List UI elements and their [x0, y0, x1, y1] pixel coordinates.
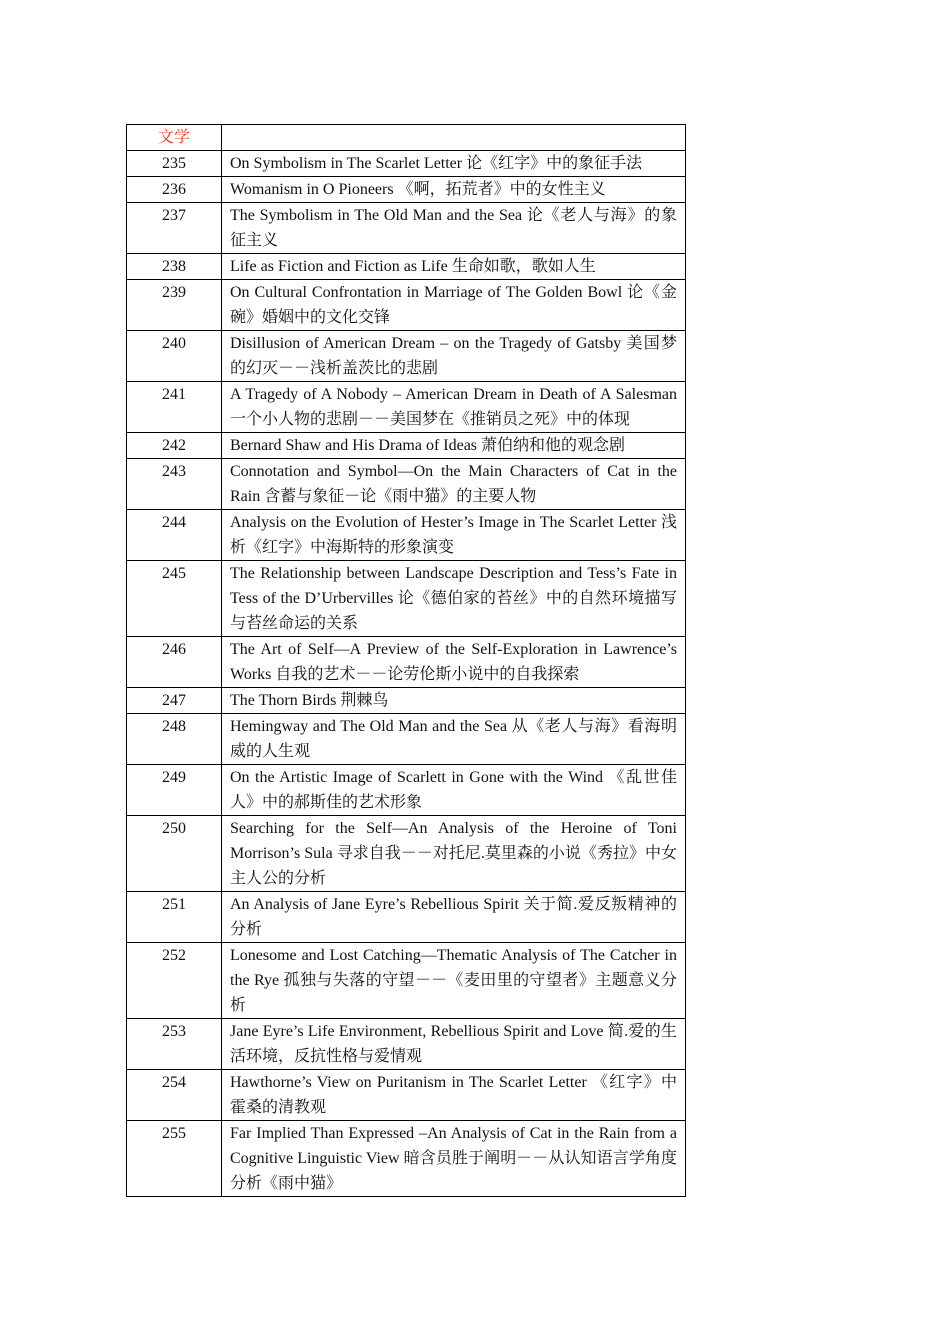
- row-title: The Art of Self—A Preview of the Self-Exploration in Lawrence’s Works 自我的艺术－－论劳伦斯小说中的自我探索: [222, 637, 686, 688]
- thesis-topic-table: [126, 124, 686, 1197]
- table-row: [127, 943, 686, 1019]
- row-number: 245: [127, 561, 222, 637]
- row-title: On the Artistic Image of Scarlett in Gone with the Wind 《乱世佳人》中的郝斯佳的艺术形象: [222, 765, 686, 816]
- table-row: [127, 459, 686, 510]
- row-title: Disillusion of American Dream – on the Tragedy of Gatsby 美国梦的幻灭－－浅析盖茨比的悲剧: [222, 331, 686, 382]
- row-title: Hemingway and The Old Man and the Sea 从《老人与海》看海明威的人生观: [222, 714, 686, 765]
- row-title: Bernard Shaw and His Drama of Ideas 萧伯纳和他的观念剧: [222, 433, 686, 459]
- table-body: [127, 125, 686, 1197]
- table-row: [127, 254, 686, 280]
- row-number: 238: [127, 254, 222, 280]
- row-number: 242: [127, 433, 222, 459]
- table-row: [127, 177, 686, 203]
- row-number: 236: [127, 177, 222, 203]
- table-row: [127, 151, 686, 177]
- category-label: 文学: [127, 125, 222, 151]
- row-number: 249: [127, 765, 222, 816]
- row-number: 241: [127, 382, 222, 433]
- row-title: Searching for the Self—An Analysis of the Heroine of Toni Morrison’s Sula 寻求自我－－对托尼.莫里森的小说《秀拉》中女主人公的分析: [222, 816, 686, 892]
- table-row: [127, 561, 686, 637]
- row-number: 239: [127, 280, 222, 331]
- table-row: [127, 280, 686, 331]
- table-row: [127, 688, 686, 714]
- row-number: 252: [127, 943, 222, 1019]
- row-number: 247: [127, 688, 222, 714]
- row-number: 253: [127, 1019, 222, 1070]
- row-title: Lonesome and Lost Catching—Thematic Analysis of The Catcher in the Rye 孤独与失落的守望－－《麦田里的守望者》主题意义分析: [222, 943, 686, 1019]
- row-title: The Relationship between Landscape Description and Tess’s Fate in Tess of the D’Urbervilles 论《德伯家的苔丝》中的自然环境描写与苔丝命运的关系: [222, 561, 686, 637]
- table-header-row: [127, 125, 686, 151]
- row-title: A Tragedy of A Nobody – American Dream in Death of A Salesman 一个小人物的悲剧－－美国梦在《推销员之死》中的体现: [222, 382, 686, 433]
- row-title: Far Implied Than Expressed –An Analysis of Cat in the Rain from a Cognitive Linguistic View 暗含员胜于阐明－－从认知语言学角度分析《雨中猫》: [222, 1121, 686, 1197]
- table-row: [127, 1070, 686, 1121]
- table-row: [127, 203, 686, 254]
- row-number: 240: [127, 331, 222, 382]
- row-title: Jane Eyre’s Life Environment, Rebellious Spirit and Love 简.爱的生活环境，反抗性格与爱情观: [222, 1019, 686, 1070]
- row-number: 235: [127, 151, 222, 177]
- table-row: [127, 382, 686, 433]
- table-row: [127, 433, 686, 459]
- row-title: Connotation and Symbol—On the Main Characters of Cat in the Rain 含蓄与象征－论《雨中猫》的主要人物: [222, 459, 686, 510]
- row-title: The Thorn Birds 荆棘鸟: [222, 688, 686, 714]
- row-number: 243: [127, 459, 222, 510]
- row-number: 237: [127, 203, 222, 254]
- row-number: 255: [127, 1121, 222, 1197]
- table-row: [127, 1121, 686, 1197]
- table-row: [127, 331, 686, 382]
- row-title: An Analysis of Jane Eyre’s Rebellious Spirit 关于简.爱反叛精神的分析: [222, 892, 686, 943]
- row-number: 244: [127, 510, 222, 561]
- table-row: [127, 892, 686, 943]
- table-row: [127, 637, 686, 688]
- row-title: The Symbolism in The Old Man and the Sea 论《老人与海》的象征主义: [222, 203, 686, 254]
- row-number: 246: [127, 637, 222, 688]
- row-number: 250: [127, 816, 222, 892]
- row-number: 254: [127, 1070, 222, 1121]
- row-title: On Cultural Confrontation in Marriage of The Golden Bowl 论《金碗》婚姻中的文化交锋: [222, 280, 686, 331]
- table-row: [127, 1019, 686, 1070]
- row-number: 251: [127, 892, 222, 943]
- table-row: [127, 816, 686, 892]
- row-title: Life as Fiction and Fiction as Life 生命如歌，歌如人生: [222, 254, 686, 280]
- table-row: [127, 714, 686, 765]
- header-blank-cell: [222, 125, 686, 151]
- row-title: On Symbolism in The Scarlet Letter 论《红字》中的象征手法: [222, 151, 686, 177]
- row-title: Womanism in O Pioneers 《啊，拓荒者》中的女性主义: [222, 177, 686, 203]
- row-number: 248: [127, 714, 222, 765]
- row-title: Analysis on the Evolution of Hester’s Image in The Scarlet Letter 浅析《红字》中海斯特的形象演变: [222, 510, 686, 561]
- table-row: [127, 765, 686, 816]
- row-title: Hawthorne’s View on Puritanism in The Scarlet Letter 《红字》中霍桑的清教观: [222, 1070, 686, 1121]
- table-row: [127, 510, 686, 561]
